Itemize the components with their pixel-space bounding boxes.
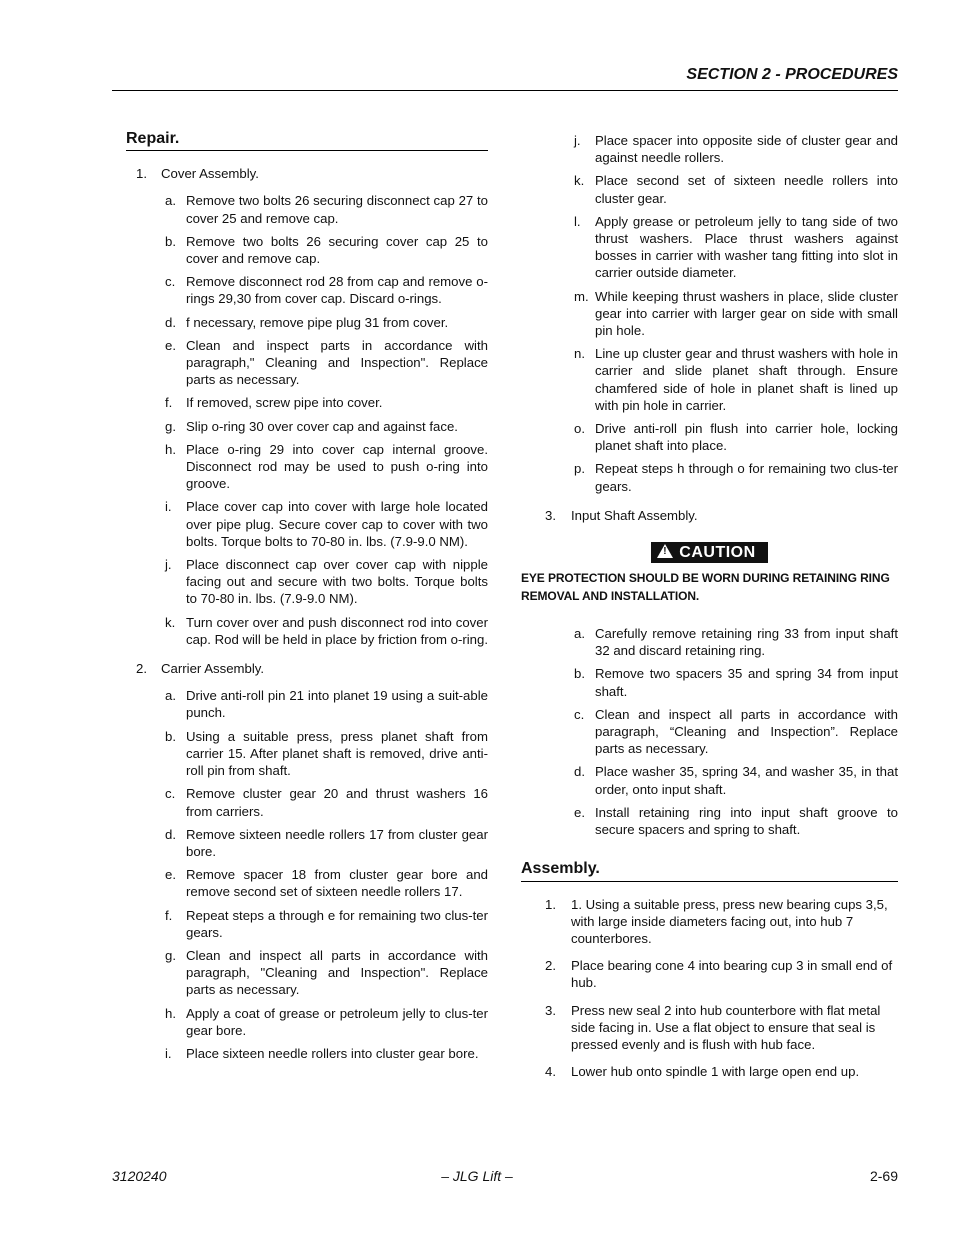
substep bbox=[521, 665, 898, 699]
substep-letter: n. bbox=[574, 346, 585, 362]
step-text: Press new seal 2 into hub counterbore with flat metal side facing in. Use a flat object to ensure that seal is pressed evenly and is flush with hub face. bbox=[571, 1002, 881, 1052]
substep-letter: l. bbox=[574, 213, 581, 229]
step-number: 3. bbox=[545, 1002, 556, 1018]
substep-text: Place spacer into opposite side of cluster gear and against needle rollers. bbox=[595, 133, 898, 166]
substep-text: Drive anti-roll pin flush into carrier hole, locking planet shaft into place. bbox=[595, 421, 898, 454]
step-text: Lower hub onto spindle 1 with large open end up. bbox=[571, 1064, 860, 1080]
substep bbox=[126, 556, 488, 608]
substep bbox=[521, 345, 898, 414]
caution-label: CAUTION bbox=[679, 544, 756, 562]
substep bbox=[126, 441, 488, 493]
substep bbox=[521, 172, 898, 206]
step-number: 2. bbox=[136, 661, 147, 677]
substep bbox=[126, 826, 488, 860]
substep-text: If removed, screw pipe into cover. bbox=[186, 395, 383, 411]
warning-triangle-icon bbox=[657, 544, 673, 558]
substep-text: Remove two bolts 26 securing disconnect cap 27 to cover 25 and remove cap. bbox=[186, 193, 488, 226]
repair-heading: Repair. bbox=[126, 130, 488, 151]
input-shaft-substeps bbox=[521, 625, 898, 838]
substep-text: Place cover cap into cover with large hole located over pipe plug. Secure cover cap to cover with two bolts. Torque bolts to 70-80 in. lbs. (7.9-9.0 NM). bbox=[186, 499, 488, 549]
substep-text: Install retaining ring into input shaft groove to secure spacers and spring to shaft. bbox=[595, 804, 898, 838]
step-title: Input Shaft Assembly. bbox=[571, 507, 698, 523]
substep bbox=[126, 687, 488, 721]
substep-letter: g. bbox=[165, 947, 176, 963]
substep-letter: b. bbox=[165, 233, 176, 249]
substep bbox=[126, 394, 488, 411]
caution-text: EYE PROTECTION SHOULD BE WORN DURING RETAINING RING REMOVAL AND INSTALLATION. bbox=[521, 571, 890, 604]
substep-text: Turn cover over and push disconnect rod into cover cap. Rod will be held in place by friction from o-ring. bbox=[186, 614, 488, 647]
substep-text: Repeat steps h through o for remaining two clus-ter gears. bbox=[595, 461, 898, 494]
substep bbox=[126, 1045, 488, 1062]
substep-text: Place o-ring 29 into cover cap internal groove. Disconnect rod may be used to push o-ring into groove. bbox=[186, 441, 488, 492]
substep-letter: e. bbox=[165, 337, 176, 353]
caution-banner bbox=[521, 542, 898, 563]
substep bbox=[126, 273, 488, 307]
substep bbox=[521, 625, 898, 659]
substep-text: Remove sixteen needle rollers 17 from cluster gear bore. bbox=[186, 826, 488, 859]
substep-letter: k. bbox=[574, 173, 585, 189]
substep-text: Clean and inspect all parts in accordance with paragraph, "Cleaning and Inspection". Replace parts as necessary. bbox=[186, 947, 488, 998]
page-header bbox=[112, 64, 898, 91]
substep-letter: a. bbox=[574, 626, 585, 642]
substep bbox=[521, 288, 898, 340]
carrier-assembly-substeps bbox=[126, 687, 488, 1062]
step-number: 3. bbox=[545, 507, 556, 523]
substep-text: Remove two spacers 35 and spring 34 from input shaft. bbox=[595, 666, 898, 699]
substep-text: Place second set of sixteen needle rollers into cluster gear. bbox=[595, 173, 898, 206]
substep bbox=[126, 866, 488, 900]
assembly-step bbox=[521, 896, 898, 948]
substep-letter: d. bbox=[574, 764, 585, 780]
substep-text: Clean and inspect all parts in accordance with paragraph, “Cleaning and Inspection”. Replace parts as necessary. bbox=[595, 706, 898, 757]
substep-letter: f. bbox=[165, 395, 173, 411]
substep bbox=[126, 233, 488, 267]
substep-text: f necessary, remove pipe plug 31 from cover. bbox=[186, 314, 449, 330]
substep bbox=[126, 192, 488, 226]
substep-text: Carefully remove retaining ring 33 from input shaft 32 and discard retaining ring. bbox=[595, 626, 898, 659]
substep-letter: i. bbox=[165, 499, 172, 515]
substep-text: Apply grease or petroleum jelly to tang side of two thrust washers. Place thrust washers against bosses in carrier with washer tang fitting into slot in carrier outside diameter. bbox=[595, 213, 898, 281]
substep-letter: g. bbox=[165, 418, 176, 434]
substep-letter: e. bbox=[165, 867, 176, 883]
substep bbox=[126, 907, 488, 941]
substep-letter: o. bbox=[574, 421, 585, 437]
substep-letter: c. bbox=[165, 786, 176, 802]
step-text: Place bearing cone 4 into bearing cup 3 in small end of hub. bbox=[571, 958, 893, 991]
step-number: 4. bbox=[545, 1064, 556, 1080]
substep-letter: b. bbox=[165, 728, 176, 744]
substep bbox=[126, 314, 488, 331]
left-column bbox=[126, 130, 488, 1074]
substep bbox=[126, 418, 488, 435]
substep bbox=[126, 785, 488, 819]
substep-letter: h. bbox=[165, 1005, 176, 1021]
substep-letter: e. bbox=[574, 804, 585, 820]
substep-text: Place disconnect cap over cover cap with nipple facing out and secure with two bolts. Torque bolts to 70-80 in. lbs. (7.9-9.0 NM). bbox=[186, 557, 488, 607]
substep bbox=[126, 337, 488, 389]
substep-letter: p. bbox=[574, 461, 585, 477]
substep-letter: a. bbox=[165, 193, 176, 209]
substep bbox=[126, 947, 488, 999]
substep-text: Apply a coat of grease or petroleum jelly to clus-ter gear bore. bbox=[186, 1005, 488, 1038]
substep bbox=[521, 460, 898, 494]
footer-page-number: 2-69 bbox=[869, 1168, 898, 1184]
step-number: 1. bbox=[136, 166, 147, 182]
substep bbox=[521, 213, 898, 282]
substep bbox=[521, 420, 898, 454]
substep-letter: c. bbox=[574, 706, 585, 722]
substep bbox=[521, 763, 898, 797]
repair-step bbox=[126, 165, 488, 182]
assembly-step bbox=[521, 957, 898, 991]
step-title: Cover Assembly. bbox=[161, 166, 259, 182]
substep-text: Repeat steps a through e for remaining two clus-ter gears. bbox=[186, 907, 488, 940]
repair-step bbox=[521, 507, 898, 524]
substep bbox=[126, 1005, 488, 1039]
substep-letter: k. bbox=[165, 614, 176, 630]
step-title: Carrier Assembly. bbox=[161, 661, 265, 677]
substep-text: Remove two bolts 26 securing cover cap 25 to cover and remove cap. bbox=[186, 233, 488, 267]
step-text: 1. Using a suitable press, press new bearing cups 3,5, with large inside diameters facing out, into hub 7 counterbores. bbox=[571, 896, 888, 946]
substep bbox=[521, 804, 898, 838]
substep-text: Line up cluster gear and thrust washers with hole in carrier and slide planet shaft through. Ensure chamfered side of hole in planet shaft is lined up with pin hole in carrier. bbox=[595, 346, 898, 413]
substep-letter: i. bbox=[165, 1045, 172, 1061]
substep bbox=[126, 728, 488, 780]
substep-letter: d. bbox=[165, 826, 176, 842]
substep bbox=[126, 614, 488, 648]
substep-text: Drive anti-roll pin 21 into planet 19 using a suit-able punch. bbox=[186, 688, 488, 721]
assembly-step bbox=[521, 1063, 898, 1080]
step-number: 2. bbox=[545, 958, 556, 974]
substep-text: Slip o-ring 30 over cover cap and against face. bbox=[186, 418, 458, 434]
carrier-assembly-substeps-continued bbox=[521, 132, 898, 495]
substep-text: Place washer 35, spring 34, and washer 35, in that order, onto input shaft. bbox=[595, 764, 898, 797]
section-title: SECTION 2 - PROCEDURES bbox=[686, 66, 898, 83]
substep-letter: j. bbox=[165, 557, 172, 573]
step-number: 1. bbox=[545, 896, 556, 912]
substep-letter: h. bbox=[165, 441, 176, 457]
substep bbox=[521, 132, 898, 166]
substep-text: While keeping thrust washers in place, slide cluster gear into carrier with larger gear on side with small pin hole. bbox=[595, 288, 898, 339]
substep bbox=[126, 498, 488, 550]
repair-step bbox=[126, 660, 488, 677]
substep-letter: d. bbox=[165, 314, 176, 330]
substep-text: Place sixteen needle rollers into cluster gear bore. bbox=[186, 1045, 479, 1061]
substep bbox=[521, 706, 898, 758]
assembly-step bbox=[521, 1002, 898, 1054]
caution-badge bbox=[651, 542, 767, 563]
substep-text: Using a suitable press, press planet shaft from carrier 15. After planet shaft is removed, drive anti-roll pin from shaft. bbox=[186, 728, 488, 779]
substep-text: Remove cluster gear 20 and thrust washers 16 from carriers. bbox=[186, 786, 488, 819]
substep-letter: a. bbox=[165, 688, 176, 704]
substep-letter: j. bbox=[574, 133, 581, 148]
footer-doc-number: 3120240 bbox=[112, 1168, 167, 1184]
footer-brand: – JLG Lift – bbox=[441, 1168, 513, 1184]
substep-letter: b. bbox=[574, 666, 585, 682]
cover-assembly-substeps bbox=[126, 192, 488, 648]
substep-text: Clean and inspect parts in accordance with paragraph," Cleaning and Inspection". Replace parts as necessary. bbox=[186, 337, 488, 388]
substep-text: Remove spacer 18 from cluster gear bore and remove second set of sixteen needle rollers 17. bbox=[186, 867, 488, 900]
substep-text: Remove disconnect rod 28 from cap and remove o-rings 29,30 from cover cap. Discard o-rings. bbox=[186, 274, 488, 307]
substep-letter: f. bbox=[165, 907, 173, 923]
right-column bbox=[521, 132, 898, 1090]
assembly-heading: Assembly. bbox=[521, 860, 898, 881]
substep-letter: c. bbox=[165, 274, 176, 290]
substep-letter: m. bbox=[574, 288, 589, 304]
